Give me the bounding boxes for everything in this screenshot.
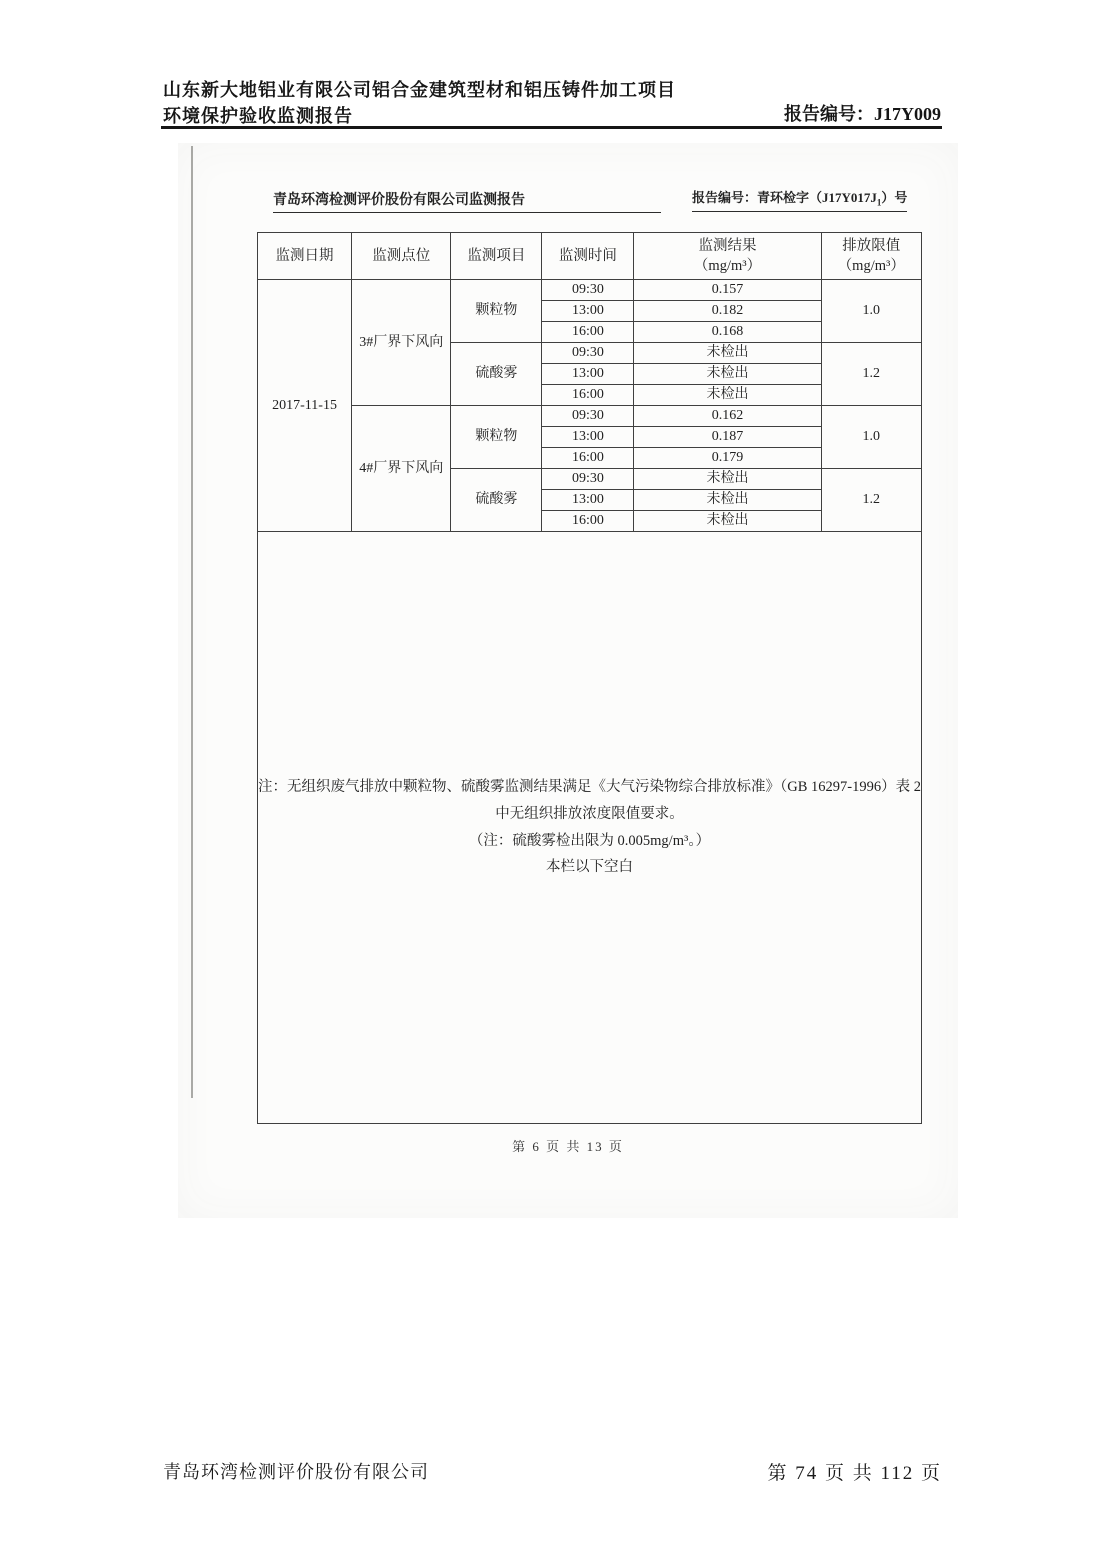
col-header-result-title: 监测结果 xyxy=(698,237,757,254)
monitoring-table xyxy=(257,232,922,1124)
cell-limit: 1.2 xyxy=(821,469,921,532)
col-header-limit-unit: （mg/m³） xyxy=(837,258,905,274)
table-row xyxy=(258,406,922,427)
report-number: 报告编号：J17Y009 xyxy=(784,104,941,124)
scan-report-number xyxy=(692,187,907,212)
cell-time: 09:30 xyxy=(542,469,634,490)
scan-page-number: 第 6 页 共 13 页 xyxy=(512,1139,624,1154)
cell-time: 13:00 xyxy=(542,364,634,385)
col-header-date: 监测日期 xyxy=(258,233,352,280)
col-header-location: 监测点位 xyxy=(352,233,451,280)
cell-result: 未检出 xyxy=(634,364,821,385)
scan-report-number-sub: 1 xyxy=(876,197,882,208)
cell-result: 未检出 xyxy=(634,511,821,532)
scanned-page xyxy=(178,143,958,1218)
cell-limit: 1.2 xyxy=(821,343,921,406)
cell-time: 09:30 xyxy=(542,406,634,427)
scan-report-number-suffix: ）号 xyxy=(881,190,908,205)
cell-item: 硫酸雾 xyxy=(451,343,542,406)
note-line: 本栏以下空白 xyxy=(545,859,633,876)
footer-company: 青岛环湾检测评价股份有限公司 xyxy=(163,1462,429,1482)
table-row xyxy=(258,280,922,301)
table-notes-row xyxy=(258,532,922,1124)
note-line: （注：硫酸雾检出限为 0.005mg/m³。） xyxy=(468,832,711,849)
cell-limit: 1.0 xyxy=(821,280,921,343)
col-header-item: 监测项目 xyxy=(451,233,542,280)
cell-result: 0.157 xyxy=(634,280,821,301)
cell-time: 16:00 xyxy=(542,385,634,406)
cell-location: 3#厂界下风向 xyxy=(352,280,451,406)
cell-time: 13:00 xyxy=(542,427,634,448)
report-title-line1: 山东新大地铝业有限公司铝合金建筑型材和铝压铸件加工项目 xyxy=(163,80,676,100)
cell-time: 13:00 xyxy=(542,301,634,322)
col-header-limit xyxy=(821,233,921,280)
col-header-result-unit: （mg/m³） xyxy=(693,258,762,274)
scan-report-number-prefix: 报告编号：青环检字（J17Y017J xyxy=(692,190,877,205)
cell-limit: 1.0 xyxy=(821,406,921,469)
cell-item: 硫酸雾 xyxy=(451,469,542,532)
cell-result: 未检出 xyxy=(634,343,821,364)
cell-time: 16:00 xyxy=(542,448,634,469)
cell-time: 09:30 xyxy=(542,280,634,301)
col-header-time: 监测时间 xyxy=(542,233,634,280)
report-title-line2: 环境保护验收监测报告 xyxy=(163,106,353,126)
cell-item: 颗粒物 xyxy=(451,406,542,469)
cell-time: 09:30 xyxy=(542,343,634,364)
cell-time: 13:00 xyxy=(542,490,634,511)
cell-result: 0.179 xyxy=(634,448,821,469)
note-line: 中无组织排放浓度限值要求。 xyxy=(495,805,684,822)
cell-time: 16:00 xyxy=(542,322,634,343)
table-header-row xyxy=(258,233,922,280)
table-notes xyxy=(258,532,922,1124)
cell-time: 16:00 xyxy=(542,511,634,532)
col-header-limit-title: 排放限值 xyxy=(842,237,901,254)
lab-report-title: 青岛环湾检测评价股份有限公司监测报告 xyxy=(273,189,661,213)
cell-location: 4#厂界下风向 xyxy=(352,406,451,532)
cell-result: 0.168 xyxy=(634,322,821,343)
scan-edge-artifact xyxy=(191,146,193,1098)
cell-result: 未检出 xyxy=(634,469,821,490)
cell-result: 0.182 xyxy=(634,301,821,322)
footer-page-number: 第 74 页 共 112 页 xyxy=(767,1463,942,1484)
cell-result: 未检出 xyxy=(634,490,821,511)
note-line: 注：无组织废气排放中颗粒物、硫酸雾监测结果满足《大气污染物综合排放标准》（GB 16297-1996）表 2 xyxy=(258,778,921,795)
col-header-result xyxy=(634,233,821,280)
cell-result: 0.162 xyxy=(634,406,821,427)
cell-result: 未检出 xyxy=(634,385,821,406)
cell-result: 0.187 xyxy=(634,427,821,448)
cell-date: 2017-11-15 xyxy=(258,280,352,532)
header-divider xyxy=(161,126,942,129)
cell-item: 颗粒物 xyxy=(451,280,542,343)
